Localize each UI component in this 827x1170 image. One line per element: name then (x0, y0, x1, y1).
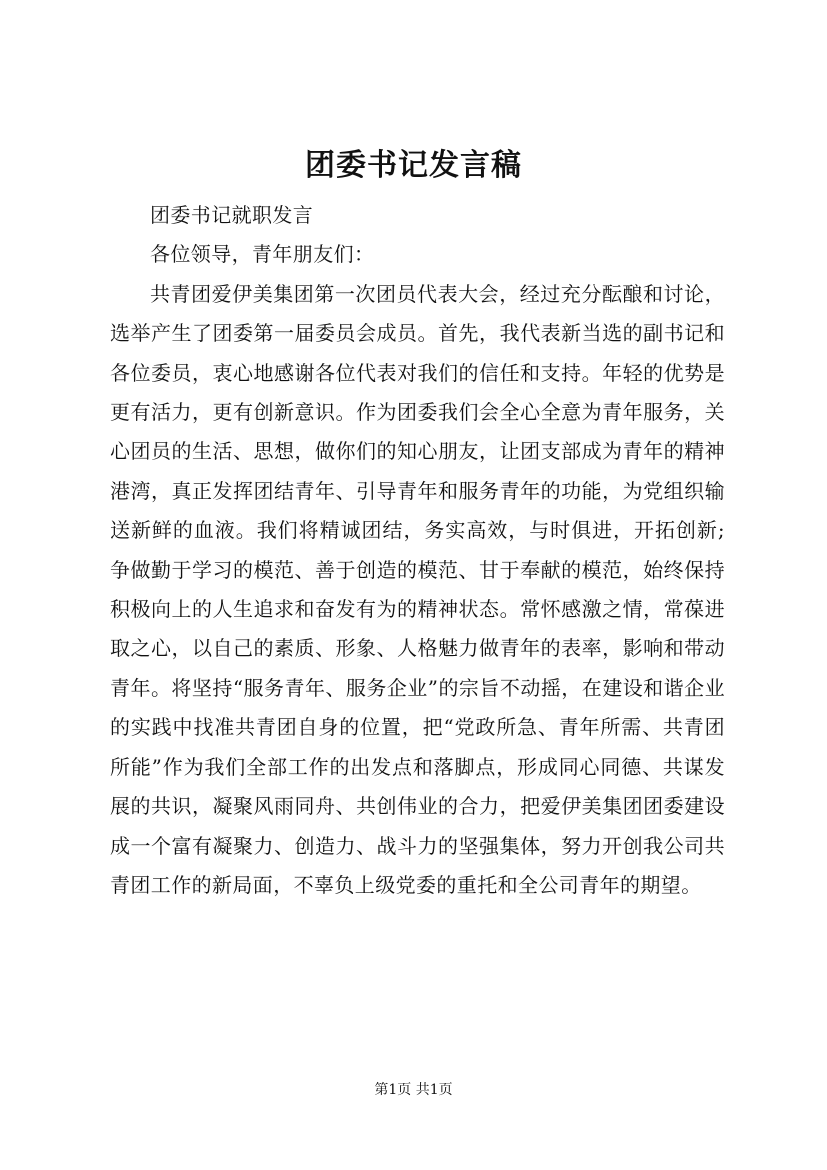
page-number-footer: 第1页 共1页 (374, 1082, 453, 1098)
body-paragraph: 共青团爱伊美集团第一次团员代表大会，经过充分酝酿和讨论，选举产生了团委第一届委员会成员。首先，我代表新当选的副书记和各位委员，衷心地感谢各位代表对我们的信任和支持。年轻的优势是更有活力，更有创新意识。作为团委我们会全心全意为青年服务，关心团员的生活、思想，做你们的知心朋友，让团支部成为青年的精神港湾，真正发挥团结青年、引导青年和服务青年的功能，为党组织输送新鲜的血液。我们将精诚团结，务实高效，与时俱进，开拓创新;争做勤于学习的模范、善于创造的模范、甘于奉献的模范，始终保持积极向上的人生追求和奋发有为的精神状态。常怀感激之情，常葆进取之心，以自己的素质、形象、人格魅力做青年的表率，影响和带动青年。将坚持“服务青年、服务企业”的宗旨不动摇，在建设和谐企业的实践中找准共青团自身的位置，把“党政所急、青年所需、共青团所能”作为我们全部工作的出发点和落脚点，形成同心同德、共谋发展的共识，凝聚风雨同舟、共创伟业的合力，把爱伊美集团团委建设成一个富有凝聚力、创造力、战斗力的坚强集体，努力开创我公司共青团工作的新局面，不辜负上级党委的重托和全公司青年的期望。 (110, 281, 725, 897)
document-body (110, 196, 725, 905)
document-title: 团委书记发言稿 (305, 148, 522, 183)
subtitle-paragraph: 团委书记就职发言 (150, 203, 314, 227)
salutation-paragraph: 各位领导，青年朋友们： (150, 242, 375, 267)
